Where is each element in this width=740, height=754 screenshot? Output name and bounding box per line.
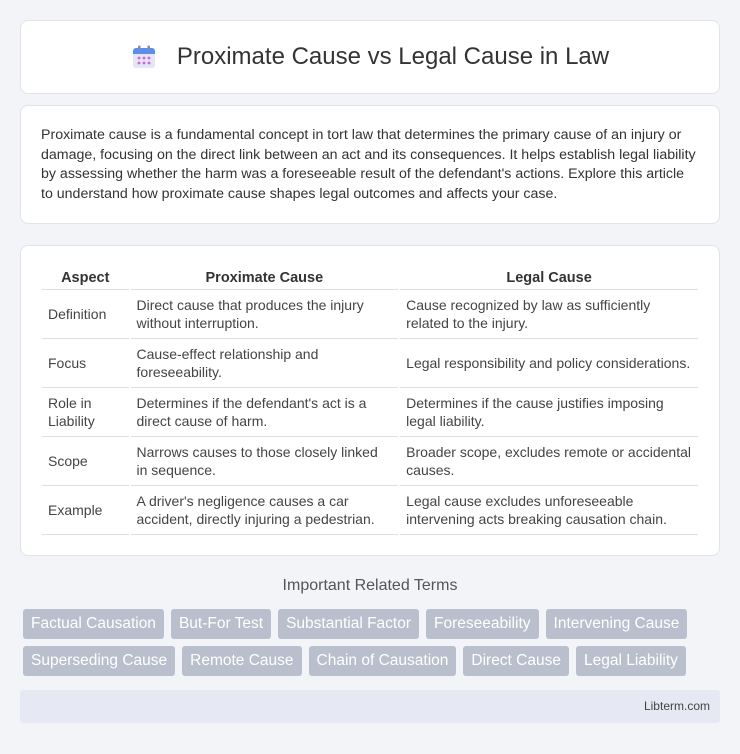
related-term-tag[interactable]: Superseding Cause [23,646,175,676]
page-title: Proximate Cause vs Legal Cause in Law [176,43,610,70]
related-terms-row [23,609,723,639]
column-header-proximate-cause: Proximate Cause [131,266,399,290]
related-term-tag[interactable]: Foreseeability [426,609,539,639]
related-term-tag[interactable]: But-For Test [171,609,271,639]
legal-cause-cell: Cause recognized by law as sufficiently related to the injury. [400,290,698,339]
intro-card [20,105,720,224]
header-card [20,20,720,94]
related-term-tag[interactable]: Substantial Factor [278,609,419,639]
related-term-tag[interactable]: Chain of Causation [309,646,457,676]
related-term-tag[interactable]: Intervening Cause [546,609,688,639]
proximate-cause-cell: Narrows causes to those closely linked in sequence. [131,437,399,486]
aspect-cell: Example [42,486,129,535]
comparison-table-card [20,245,720,556]
table-row [42,290,698,339]
related-term-tag[interactable]: Remote Cause [182,646,301,676]
column-header-aspect: Aspect [42,266,129,290]
table-row [42,486,698,535]
aspect-cell: Definition [42,290,129,339]
intro-paragraph: Proximate cause is a fundamental concept in tort law that determines the primary cause of an injury or damage, focusing on the direct link between an act and its consequences. It helps establish legal liability by assessing whether the harm was a foreseeable result of the defendant's actions. Explore this article to understand how proximate cause shapes legal outcomes and affects your case. [41,127,696,202]
table-row [42,388,698,437]
table-row [42,437,698,486]
column-header-legal-cause: Legal Cause [400,266,698,290]
footer-site-link[interactable]: Libterm.com [643,699,710,713]
comparison-table [40,266,700,535]
related-term-tag[interactable]: Factual Causation [23,609,164,639]
related-terms-row [23,646,723,676]
proximate-cause-cell: A driver's negligence causes a car accident, directly injuring a pedestrian. [131,486,399,535]
legal-cause-cell: Legal responsibility and policy considerations. [400,339,698,388]
related-term-tag[interactable]: Direct Cause [463,646,569,676]
footer [20,690,720,723]
legal-cause-cell: Legal cause excludes unforeseeable intervening acts breaking causation chain. [400,486,698,535]
proximate-cause-cell: Direct cause that produces the injury without interruption. [131,290,399,339]
proximate-cause-cell: Cause-effect relationship and foreseeability. [131,339,399,388]
table-row [42,339,698,388]
aspect-cell: Role in Liability [42,388,129,437]
aspect-cell: Scope [42,437,129,486]
related-terms-heading: Important Related Terms [282,577,458,594]
calendar-icon [131,44,157,70]
related-terms-list [23,609,723,683]
legal-cause-cell: Broader scope, excludes remote or accidental causes. [400,437,698,486]
related-term-tag[interactable]: Legal Liability [576,646,686,676]
proximate-cause-cell: Determines if the defendant's act is a direct cause of harm. [131,388,399,437]
legal-cause-cell: Determines if the cause justifies imposing legal liability. [400,388,698,437]
aspect-cell: Focus [42,339,129,388]
table-header-row [42,266,698,290]
